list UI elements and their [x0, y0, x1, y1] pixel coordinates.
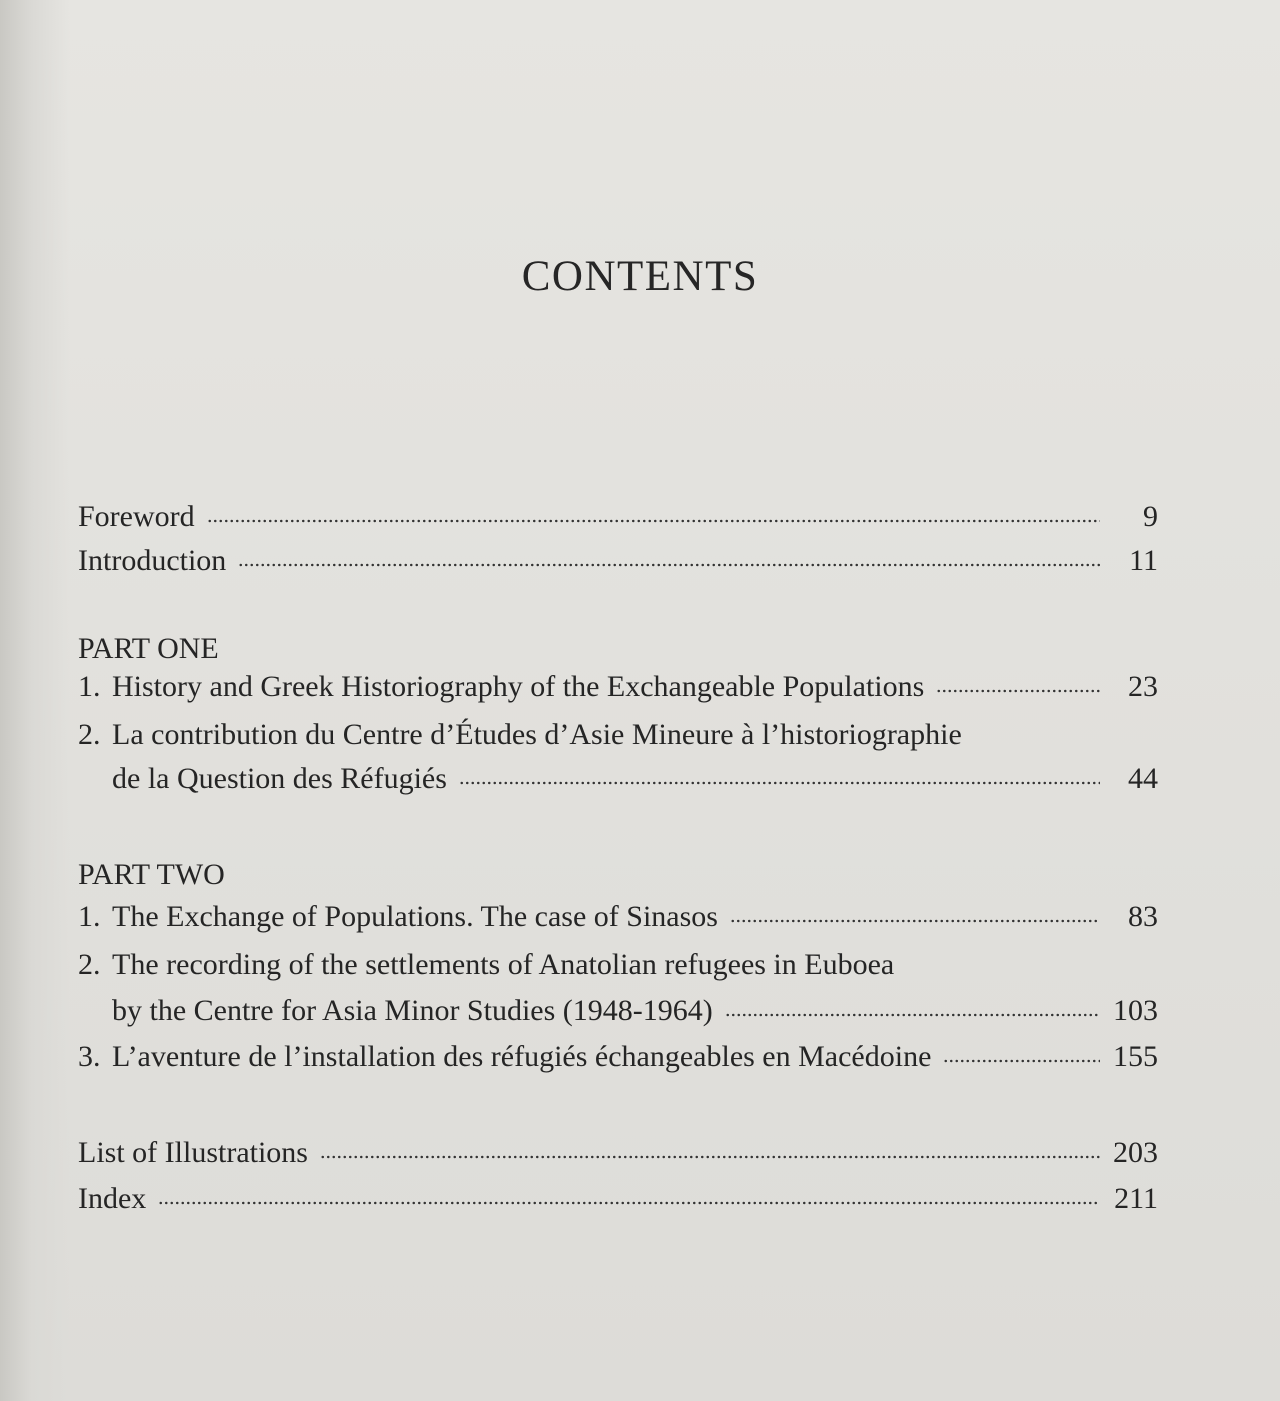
entry-page: 211 — [1114, 1182, 1158, 1215]
entry-page: 23 — [1128, 670, 1158, 703]
toc-entry-part1-ch2-continuation — [112, 756, 1158, 796]
entry-title: Index — [78, 1182, 147, 1215]
entry-title-continuation: by the Centre for Asia Minor Studies (1948-1964) — [112, 994, 713, 1027]
entry-title: List of Illustrations — [78, 1136, 308, 1169]
toc-entry-part2-ch3 — [78, 1034, 1158, 1074]
chapter-number: 1. — [78, 900, 101, 933]
toc-entry-part1-ch2 — [78, 712, 1158, 752]
toc-entry-introduction — [78, 538, 1158, 578]
entry-page: 103 — [1113, 994, 1158, 1027]
dot-leader — [158, 1199, 1100, 1207]
entry-page: 44 — [1128, 762, 1158, 795]
toc-entry-part2-ch2 — [78, 942, 1158, 982]
entry-page: 9 — [1143, 500, 1158, 533]
dot-leader — [730, 917, 1100, 925]
dot-leader — [943, 1057, 1100, 1065]
dot-leader — [459, 779, 1100, 787]
page-title: CONTENTS — [521, 253, 759, 300]
toc-entry-part2-ch2-continuation — [112, 988, 1158, 1028]
chapter-number: 2. — [78, 948, 101, 981]
gutter-shadow — [0, 0, 70, 1401]
chapter-number: 1. — [78, 670, 101, 703]
dot-leader — [725, 1011, 1100, 1019]
entry-title: La contribution du Centre d’Études d’Asie Mineure à l’historiographie — [112, 718, 962, 751]
dot-leader — [238, 561, 1100, 569]
entry-title: The Exchange of Populations. The case of Sinasos — [112, 900, 718, 933]
dot-leader — [320, 1153, 1100, 1161]
toc-entry-index — [78, 1176, 1158, 1216]
entry-page: 155 — [1113, 1040, 1158, 1073]
chapter-number: 3. — [78, 1040, 101, 1073]
part-one-label: PART ONE — [78, 632, 219, 665]
dot-leader — [207, 517, 1100, 525]
toc-entry-part2-ch1 — [78, 894, 1158, 934]
entry-title-continuation: de la Question des Réfugiés — [112, 762, 447, 795]
entry-title: The recording of the settlements of Anatolian refugees in Euboea — [112, 948, 895, 981]
dot-leader — [936, 687, 1100, 695]
entry-page: 11 — [1129, 544, 1158, 577]
toc-entry-foreword — [78, 494, 1158, 534]
entry-page: 203 — [1113, 1136, 1158, 1169]
entry-page: 83 — [1128, 900, 1158, 933]
entry-title: Introduction — [78, 544, 227, 577]
toc-entry-part1-ch1 — [78, 664, 1158, 704]
part-two-label: PART TWO — [78, 858, 225, 891]
entry-title: L’aventure de l’installation des réfugiés échangeables en Macédoine — [112, 1040, 932, 1073]
chapter-number: 2. — [78, 718, 101, 751]
entry-title: History and Greek Historiography of the Exchangeable Populations — [112, 670, 925, 703]
toc-entry-list-of-illustrations — [78, 1130, 1158, 1170]
entry-title: Foreword — [78, 500, 195, 533]
